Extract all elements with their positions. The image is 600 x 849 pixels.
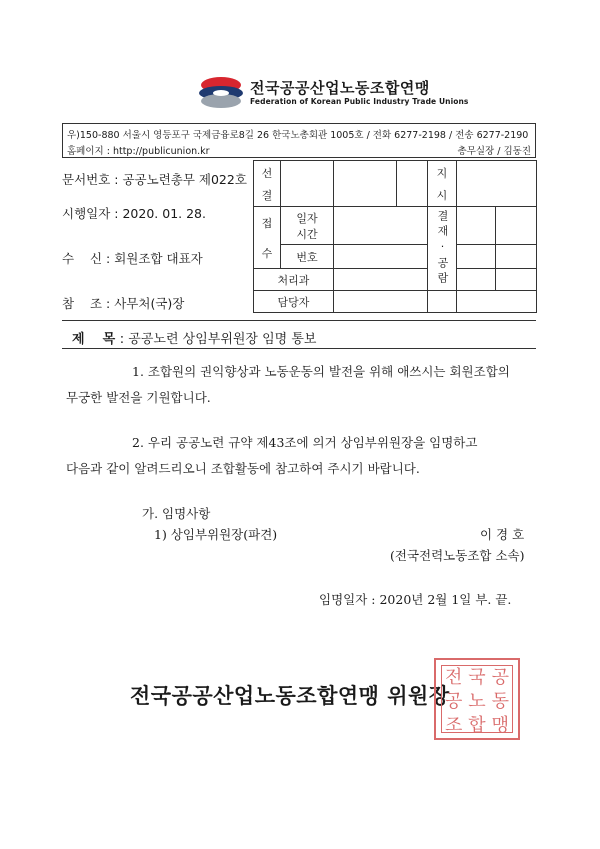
seon-cell-3 bbox=[397, 161, 428, 207]
seon-cell-2 bbox=[334, 161, 397, 207]
seal-characters: 전 국 공 공 노 동 조 합 맹 bbox=[441, 665, 513, 733]
divider-top bbox=[62, 320, 536, 321]
paragraph-1-line-2: 무궁한 발전을 기원합니다. bbox=[66, 390, 211, 405]
item-heading: 가. 임명사항 bbox=[142, 506, 211, 521]
ilja-label: 일자 bbox=[296, 211, 318, 225]
reference-field bbox=[62, 294, 184, 312]
item-1-affiliation: (전국전력노동조합 소속) bbox=[390, 548, 525, 563]
subject-line bbox=[72, 328, 317, 347]
recipient-label: 수 신 bbox=[62, 251, 103, 266]
sigan-label: 시간 bbox=[296, 227, 318, 241]
ji-label: 지 bbox=[436, 166, 448, 180]
si-label: 시 bbox=[436, 188, 448, 202]
signer-title: 전국공공산업노동조합연맹 위원장 bbox=[130, 684, 450, 708]
approval-slot-4 bbox=[496, 245, 537, 269]
org-name-korean: 전국공공산업노동조합연맹 bbox=[250, 79, 430, 97]
jeop-label: 접 bbox=[261, 216, 273, 230]
ji-si-value-cell bbox=[457, 161, 537, 207]
cheorigwa-label: 처리과 bbox=[254, 269, 334, 291]
org-name-english: Federation of Korean Public Industry Trade Unions bbox=[250, 97, 469, 106]
approval-slot-3 bbox=[457, 245, 496, 269]
subject-value: : 공공노련 상임부위원장 임명 통보 bbox=[119, 332, 317, 347]
address-line bbox=[67, 127, 528, 141]
recipient-field bbox=[62, 249, 203, 267]
phone-fax: / 전화 6277-2198 / 전송 6277-2190 bbox=[366, 130, 529, 141]
issue-date-label: 시행일자 bbox=[62, 206, 111, 221]
doc-number-field bbox=[62, 170, 247, 188]
divider-bottom bbox=[62, 348, 536, 349]
approval-table bbox=[253, 160, 537, 313]
recipient-value: : 회원조합 대표자 bbox=[106, 251, 203, 266]
seon-cell-1 bbox=[281, 161, 334, 207]
appointment-date: 임명일자 : 2020년 2월 1일 부. 끝. bbox=[319, 592, 512, 607]
union-emblem-icon bbox=[195, 72, 247, 114]
damdangja-spacer bbox=[428, 291, 457, 313]
reference-value: : 사무처(국)장 bbox=[106, 296, 185, 311]
cheorigwa-value-cell bbox=[334, 269, 428, 291]
approval-slot-1 bbox=[457, 207, 496, 245]
seon-gyeol-cell bbox=[254, 161, 281, 207]
ji-si-cell bbox=[428, 161, 457, 207]
gyeoljae-gongram-label: 결재·공람 bbox=[436, 210, 449, 287]
ilja-sigan-cell bbox=[281, 207, 334, 245]
paragraph-2-line-2: 다음과 같이 알려드리오니 조합활동에 참고하여 주시기 바랍니다. bbox=[66, 461, 420, 476]
su-label: 수 bbox=[261, 246, 273, 260]
address: 우)150-880 서울시 영등포구 국제금융로8길 26 한국노총회관 1005호 bbox=[67, 130, 364, 141]
approval-slot-6 bbox=[496, 269, 537, 291]
damdangja-label: 담당자 bbox=[254, 291, 334, 313]
jeop-su-cell bbox=[254, 207, 281, 269]
approval-slot-5 bbox=[457, 269, 496, 291]
doc-number-value: : 공공노련총무 제022호 bbox=[114, 172, 247, 187]
issue-date-field bbox=[62, 204, 206, 222]
paragraph-2-line-1: 2. 우리 공공노련 규약 제43조에 의거 상임부위원장을 임명하고 bbox=[132, 435, 478, 450]
homepage: 홈페이지 : http://publicunion.kr bbox=[67, 146, 210, 157]
damdangja-value-cell bbox=[334, 291, 428, 313]
item-1-name: 이 경 호 bbox=[480, 527, 525, 542]
subject-label: 제 목 bbox=[72, 332, 116, 347]
gyeol-label: 결 bbox=[261, 188, 273, 202]
damdangja-extra-cell bbox=[457, 291, 537, 313]
seon-label: 선 bbox=[261, 166, 273, 180]
beonho-value-cell bbox=[334, 245, 428, 269]
gyeoljae-gongram-cell bbox=[428, 207, 457, 291]
issue-date-value: : 2020. 01. 28. bbox=[114, 206, 206, 221]
address-box bbox=[62, 123, 536, 158]
reference-label: 참 조 bbox=[62, 296, 103, 311]
paragraph-1-line-1: 1. 조합원의 권익향상과 노동운동의 발전을 위해 애쓰시는 회원조합의 bbox=[132, 364, 510, 379]
official-seal bbox=[434, 658, 520, 740]
ilja-value-cell bbox=[334, 207, 428, 245]
beonho-label: 번호 bbox=[281, 245, 334, 269]
manager: 총무실장 / 김동진 bbox=[457, 146, 531, 157]
doc-number-label: 문서번호 bbox=[62, 172, 111, 187]
approval-slot-2 bbox=[496, 207, 537, 245]
item-1-title: 1) 상임부위원장(파견) bbox=[154, 527, 278, 542]
